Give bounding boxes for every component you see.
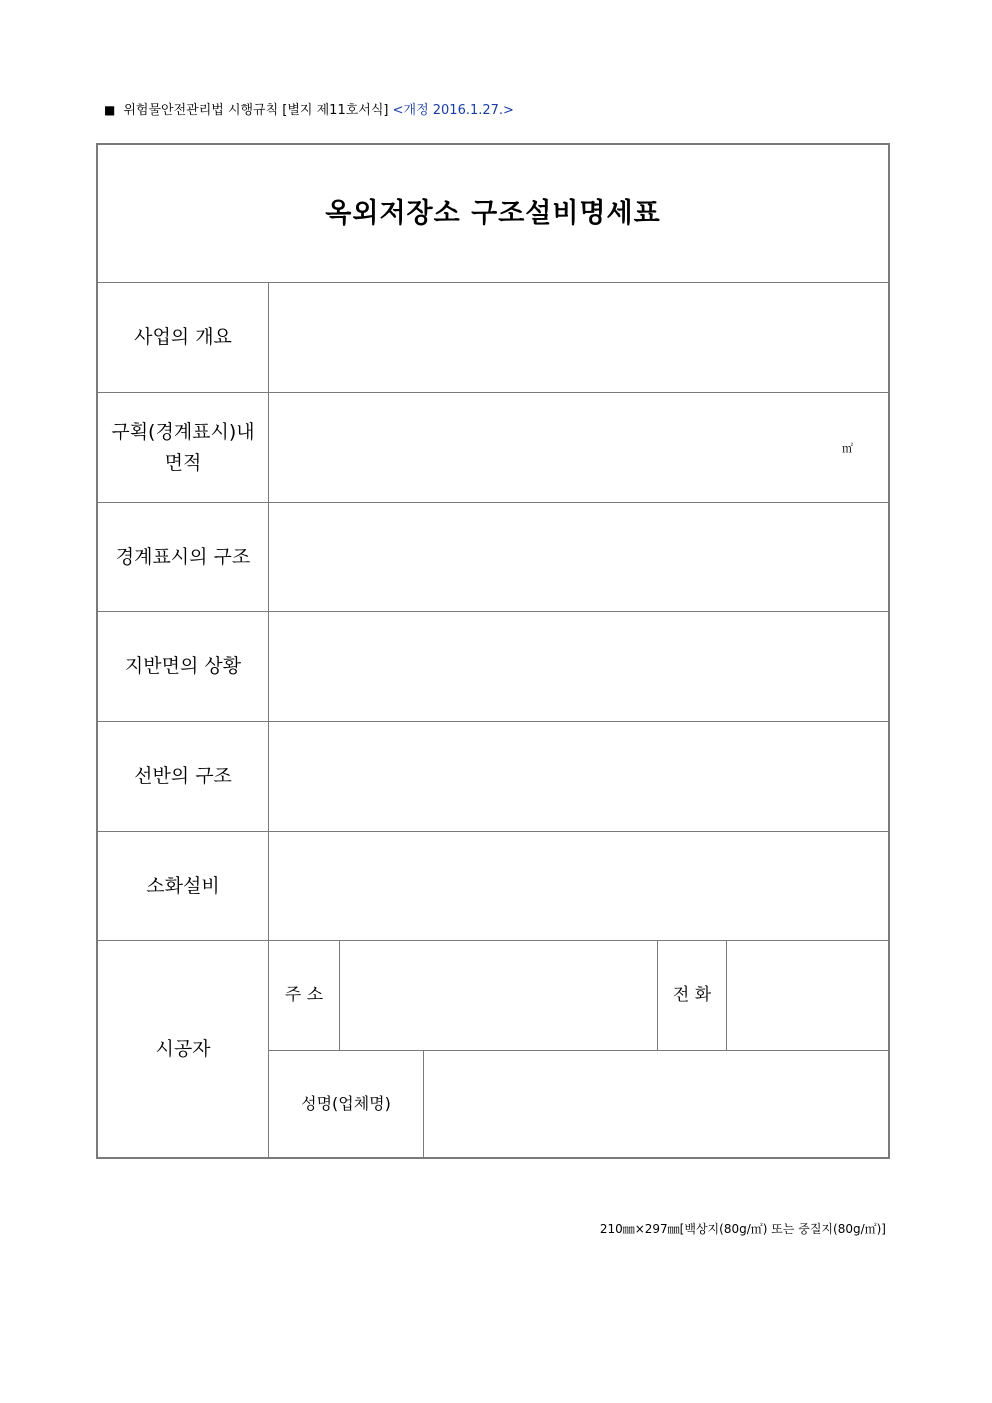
boundary-area-field[interactable] — [269, 393, 888, 502]
structure-equipment-form — [96, 143, 890, 1159]
boundary-structure-label: 경계표시의 구조 — [115, 545, 251, 568]
revision-date-text: <개정 2016.1.27.> — [392, 103, 514, 118]
shelf-structure-label: 선반의 구조 — [134, 765, 232, 788]
square-meter-unit: ㎡ — [842, 442, 853, 455]
phone-label: 전 화 — [672, 984, 712, 1005]
ground-condition-label: 지반면의 상황 — [124, 655, 242, 678]
paper-spec-footer: 210㎜×297㎜[백상지(80g/㎡) 또는 중질지(80g/㎡)] — [599, 1222, 886, 1236]
business-overview-label: 사업의 개요 — [134, 326, 232, 349]
form-reference-header — [104, 99, 514, 118]
contractor-label: 시공자 — [155, 1037, 211, 1060]
boundary-area-label — [98, 393, 268, 502]
boundary-area-label-line1: 구획(경계표시)내 — [111, 421, 255, 444]
phone-field[interactable] — [727, 941, 888, 1050]
form-title: 옥외저장소 구조설비명세표 — [325, 197, 661, 229]
name-label: 성명(업체명) — [301, 1094, 391, 1114]
shelf-structure-field[interactable] — [269, 722, 888, 831]
business-overview-field[interactable] — [269, 283, 888, 392]
address-field[interactable] — [340, 941, 657, 1050]
fire-equipment-label: 소화설비 — [146, 874, 220, 897]
boundary-structure-field[interactable] — [269, 503, 888, 611]
address-label: 주 소 — [284, 984, 324, 1005]
ground-condition-field[interactable] — [269, 612, 888, 721]
boundary-area-label-line2: 면적 — [164, 451, 202, 474]
fire-equipment-field[interactable] — [269, 832, 888, 940]
name-field[interactable] — [424, 1051, 888, 1157]
law-reference-text: 위험물안전관리법 시행규칙 [별지 제11호서식] — [123, 103, 389, 118]
square-bullet-icon: ■ — [104, 103, 116, 117]
